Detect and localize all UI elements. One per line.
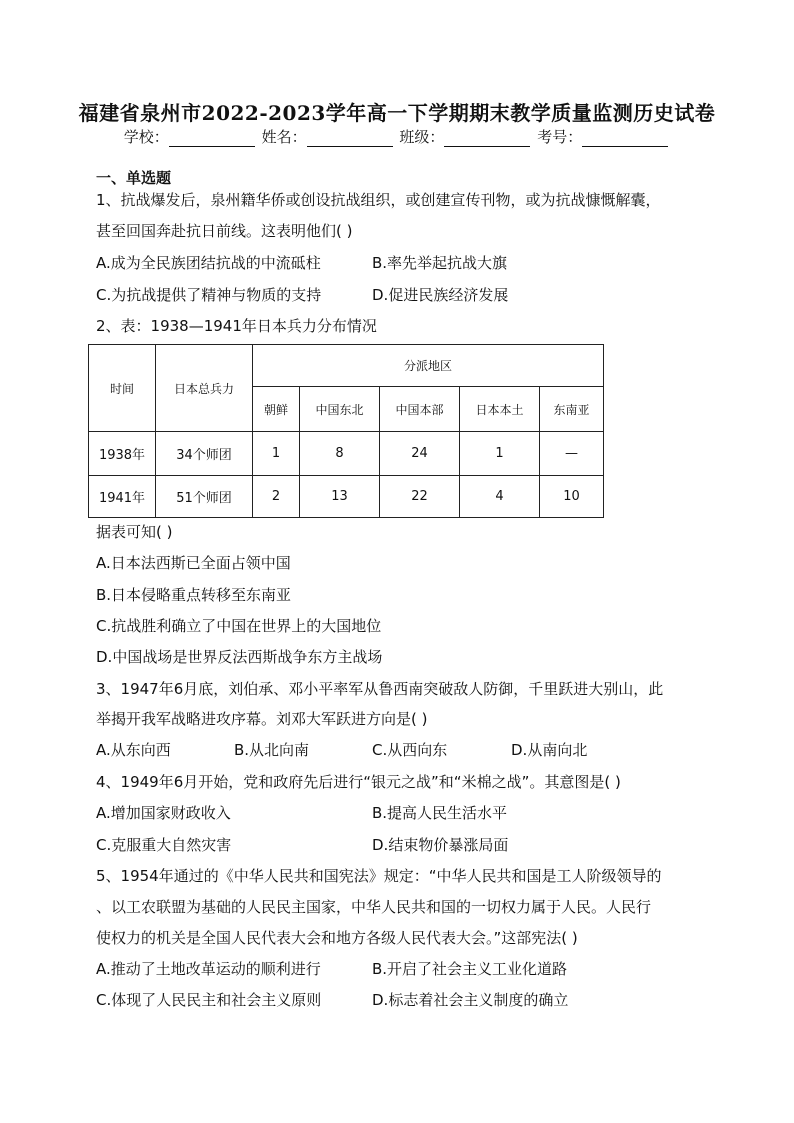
- number-label: 考号：: [537, 128, 583, 146]
- table-cell: 2: [253, 476, 300, 518]
- table-header-region-cell: 朝鲜: [253, 387, 300, 432]
- table-cell: 10: [540, 476, 604, 518]
- q2-option-d: D.中国战场是世界反法西斯战争东方主战场: [96, 648, 383, 666]
- q2-after-table: 据表可知( ): [96, 523, 173, 541]
- table-cell: 1: [253, 432, 300, 476]
- table-cell: 1: [460, 432, 540, 476]
- q1-option-c: C.为抗战提供了精神与物质的支持: [96, 286, 322, 304]
- name-blank: [307, 132, 393, 147]
- student-info-line: [0, 126, 794, 147]
- q5-option-d: D.标志着社会主义制度的确立: [372, 991, 569, 1009]
- q1-option-d: D.促进民族经济发展: [372, 286, 509, 304]
- table-cell: 8: [300, 432, 380, 476]
- class-blank: [444, 132, 530, 147]
- table-cell: 22: [380, 476, 460, 518]
- q1-stem-line2: 甚至回国奔赴抗日前线。这表明他们( ): [96, 222, 353, 240]
- table-header-region-cell: 中国东北: [300, 387, 380, 432]
- q4-option-d: D.结束物价暴涨局面: [372, 836, 509, 854]
- q1-stem-line1: 1、抗战爆发后，泉州籍华侨或创设抗战组织，或创建宣传刊物，或为抗战慷慨解囊，: [96, 191, 661, 209]
- q2-stem: 2、表：1938—1941年日本兵力分布情况: [96, 317, 377, 335]
- table-row: [89, 476, 604, 518]
- q1-option-a: A.成为全民族团结抗战的中流砥柱: [96, 254, 321, 272]
- section-heading: 一、单选题: [96, 169, 172, 187]
- q3-stem-line2: 举揭开我军战略进攻序幕。刘邓大军跃进方向是( ): [96, 710, 428, 728]
- q2-option-a: A.日本法西斯已全面占领中国: [96, 554, 291, 572]
- table-cell-total: 51个师团: [156, 476, 253, 518]
- q3-option-d: D.从南向北: [511, 741, 588, 759]
- table-cell-year: 1938年: [89, 432, 156, 476]
- table-cell: 24: [380, 432, 460, 476]
- school-label: 学校：: [123, 128, 169, 146]
- q3-option-b: B.从北向南: [234, 741, 310, 759]
- table-header-region-cell: 日本本土: [460, 387, 540, 432]
- q2-option-b: B.日本侵略重点转移至东南亚: [96, 586, 292, 604]
- table-header-region-cell: 东南亚: [540, 387, 604, 432]
- school-blank: [169, 132, 255, 147]
- page-title: 福建省泉州市2022-2023学年高一下学期期末教学质量监测历史试卷: [78, 101, 716, 125]
- q5-stem-line1: 5、1954年通过的《中华人民共和国宪法》规定：“中华人民共和国是工人阶级领导的: [96, 867, 662, 885]
- q2-option-c: C.抗战胜利确立了中国在世界上的大国地位: [96, 617, 382, 635]
- q5-option-a: A.推动了土地改革运动的顺利进行: [96, 960, 321, 978]
- table-cell-total: 34个师团: [156, 432, 253, 476]
- q4-option-b: B.提高人民生活水平: [372, 804, 508, 822]
- q5-stem-line2: 、以工农联盟为基础的人民民主国家，中华人民共和国的一切权力属于人民。人民行: [96, 898, 652, 916]
- q5-stem-line3: 使权力的机关是全国人民代表大会和地方各级人民代表大会。”这部宪法( ): [96, 929, 578, 947]
- table-cell: 4: [460, 476, 540, 518]
- q4-option-c: C.克服重大自然灾害: [96, 836, 232, 854]
- q3-stem-line1: 3、1947年6月底，刘伯承、邓小平率军从鲁西南突破敌人防御，千里跃进大别山，此: [96, 680, 664, 698]
- name-label: 姓名：: [261, 128, 307, 146]
- q1-option-b: B.率先举起抗战大旗: [372, 254, 508, 272]
- table-row: [89, 432, 604, 476]
- table-cell-year: 1941年: [89, 476, 156, 518]
- q3-option-c: C.从西向东: [372, 741, 448, 759]
- q4-stem: 4、1949年6月开始，党和政府先后进行“银元之战”和“米棉之战”。其意图是( ): [96, 773, 621, 791]
- table-header-time: 时间: [89, 345, 156, 432]
- q3-option-a: A.从东向西: [96, 741, 171, 759]
- q4-option-a: A.增加国家财政收入: [96, 804, 231, 822]
- number-blank: [582, 132, 668, 147]
- q5-option-b: B.开启了社会主义工业化道路: [372, 960, 568, 978]
- table-header-region-cell: 中国本部: [380, 387, 460, 432]
- table-cell: 13: [300, 476, 380, 518]
- q5-option-c: C.体现了人民民主和社会主义原则: [96, 991, 322, 1009]
- troop-distribution-table: [88, 344, 604, 518]
- table-header-total: 日本总兵力: [156, 345, 253, 432]
- table-cell: —: [540, 432, 604, 476]
- table-header-region: 分派地区: [253, 345, 604, 387]
- class-label: 班级：: [399, 128, 445, 146]
